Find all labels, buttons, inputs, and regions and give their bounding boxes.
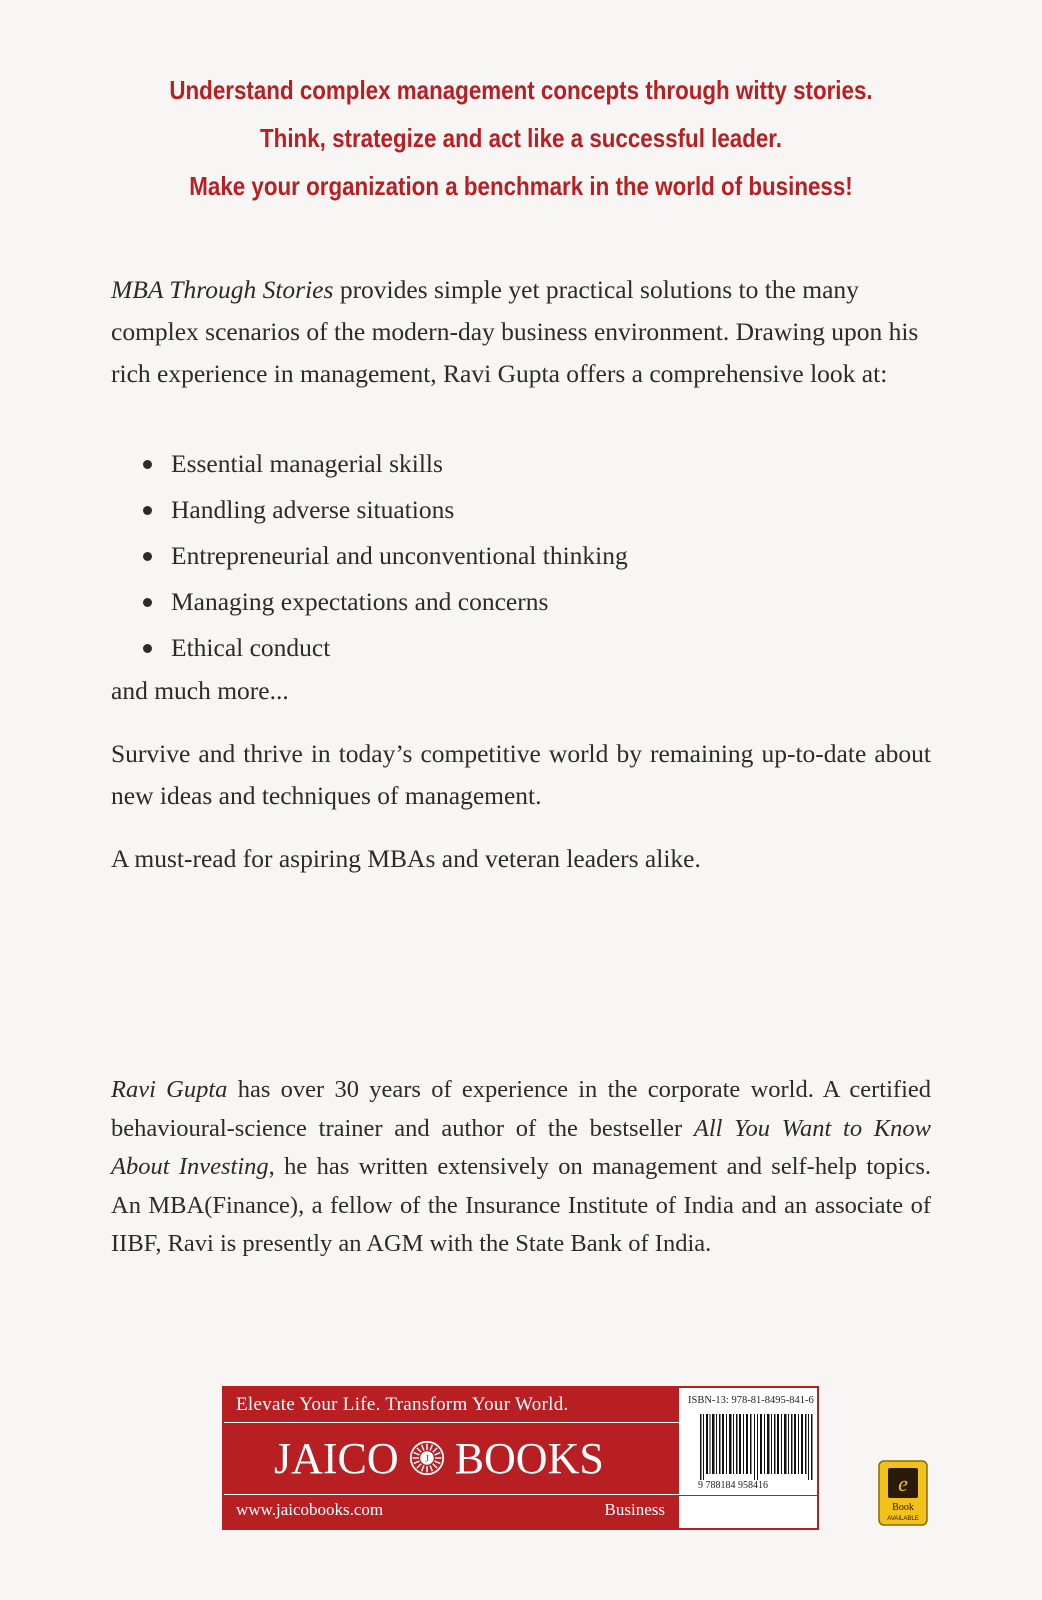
ebook-letter: e [898, 1471, 908, 1496]
jaico-sun-logo-icon [409, 1440, 445, 1476]
bullet-icon [143, 644, 152, 653]
list-item-label: Managing expectations and concerns [171, 587, 549, 616]
list-item-label: Essential managerial skills [171, 449, 443, 478]
isbn-label: ISBN-13: 978-81-8495-841-6 [688, 1395, 814, 1406]
list-item [143, 533, 628, 579]
isbn-divider [679, 1495, 817, 1496]
list-item [143, 441, 628, 487]
publisher-block [222, 1386, 819, 1530]
must-read-line: A must-read for aspiring MBAs and veteran leaders alike. [111, 844, 701, 873]
list-item-label: Entrepreneurial and unconventional thinking [171, 541, 628, 570]
ebook-sub-label: AVAILABLE [887, 1516, 919, 1522]
taglines [73, 66, 969, 210]
barcode-icon [698, 1414, 816, 1480]
brand-right: BOOKS [454, 1433, 604, 1483]
intro-paragraph [111, 269, 931, 395]
author-bio-text-1: has over 30 years of experience in the corporate world. A certified behavioural-science trainer and author of the bestseller [111, 1076, 932, 1142]
bestseller-title: All You Want to Know About Investing [111, 1114, 931, 1180]
tagline-1: Understand complex management concepts through witty stories. [169, 75, 873, 105]
list-item-label: Ethical conduct [171, 633, 331, 662]
publisher-motto: Elevate Your Life. Transform Your World. [236, 1394, 569, 1415]
ebook-available-icon [878, 1460, 928, 1526]
list-item-label: Handling adverse situations [171, 495, 455, 524]
brand-left: JAICO [274, 1433, 399, 1483]
publisher-banner [224, 1388, 679, 1528]
banner-divider [224, 1422, 679, 1423]
publisher-website: www.jaicobooks.com [236, 1500, 384, 1519]
bullet-icon [143, 598, 152, 607]
tagline-3: Make your organization a benchmark in the world of business! [189, 171, 853, 201]
feature-list [143, 441, 628, 671]
bullet-icon [143, 506, 152, 515]
author-bio [111, 1071, 931, 1264]
author-name: Ravi Gupta [111, 1076, 228, 1103]
list-item [143, 579, 628, 625]
ebook-label: Book [892, 1502, 914, 1513]
intro-text: provides simple yet practical solutions to the many complex scenarios of the modern-day business environment. Drawing upon his rich experience in management, Ravi Gupta offers a comprehensive look at: [111, 275, 919, 388]
bullet-icon [143, 460, 152, 469]
banner-divider [224, 1494, 679, 1495]
svg-text:J: J [424, 1453, 429, 1465]
book-title: MBA Through Stories [111, 275, 334, 304]
publisher-logo [274, 1430, 604, 1486]
tagline-2: Think, strategize and act like a successful leader. [260, 123, 782, 153]
book-category: Business [604, 1500, 665, 1519]
list-item [143, 487, 628, 533]
author-bio-text-2: , he has written extensively on management and self-help topics. An MBA(Finance), a fellow of the Insurance Institute of India and an associate of IIBF, Ravi is presently an AGM with the State Bank of India. [111, 1153, 931, 1257]
bullet-icon [143, 552, 152, 561]
list-item [143, 625, 628, 671]
barcode-digits: 9 788184 958416 [698, 1480, 768, 1491]
survive-paragraph: Survive and thrive in today’s competitive world by remaining up-to-date about new ideas and techniques of management. [111, 739, 931, 810]
and-more-text: and much more... [111, 676, 289, 705]
